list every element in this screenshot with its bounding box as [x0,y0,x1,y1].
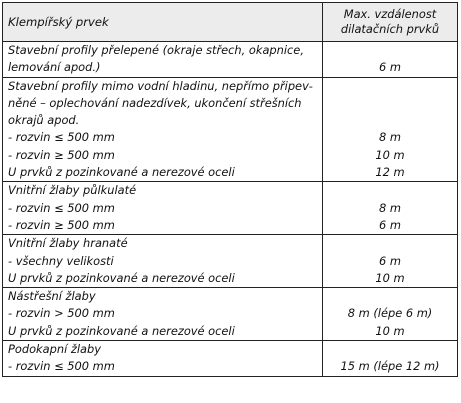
distance-cell [323,288,458,341]
row-line: U prvků z pozinkované a nerezové oceli [8,270,235,285]
column-header-distance-line1: Max. vzdálenost [343,7,437,21]
row-line: Vnitřní žlaby hranaté [8,236,128,251]
distance-line [323,235,457,252]
table-row [3,288,458,341]
distance-line: 6 m [379,253,401,268]
table-row [3,182,458,235]
distance-line [323,182,457,199]
element-cell [3,42,323,78]
row-line: - rozvin ≤ 500 mm [8,200,115,215]
row-line: - rozvin ≥ 500 mm [8,147,115,162]
table-row [3,77,458,182]
element-cell [3,288,323,341]
row-line: okrajů apod. [8,113,80,128]
distance-line: 15 m (lépe 12 m) [340,359,440,374]
table-header-row [3,3,458,42]
distance-line [323,95,457,112]
row-line: U prvků z pozinkované a nerezové oceli [8,323,235,338]
distance-cell [323,182,458,235]
element-cell [3,341,323,377]
distance-line: 6 m [379,217,401,232]
expansion-joint-table [2,2,458,377]
distance-line [323,341,457,358]
distance-line: 8 m [379,130,401,145]
row-line: Stavební profily mimo vodní hladinu, nepřímo připev- [8,78,313,93]
distance-line: 6 m [379,60,401,75]
row-line: - rozvin > 500 mm [8,306,115,321]
distance-cell [323,77,458,182]
distance-cell [323,235,458,288]
element-cell [3,77,323,182]
row-line: něné – oplechování nadezdívek, ukončení střešních [8,95,302,110]
distance-line: 8 m (lépe 6 m) [347,306,433,321]
column-header-distance [323,3,458,42]
distance-cell [323,341,458,377]
row-line: - rozvin ≤ 500 mm [8,359,115,374]
row-line: - rozvin ≤ 500 mm [8,130,115,145]
table-row [3,341,458,377]
row-line: Vnitřní žlaby půlkulaté [8,183,137,198]
distance-line [323,112,457,129]
distance-line: 10 m [375,323,405,338]
distance-line [323,42,457,59]
column-header-element: Klempířský prvek [3,3,323,42]
element-cell [3,182,323,235]
distance-line [323,288,457,305]
row-line: Podokapní žlaby [8,342,101,357]
row-line: U prvků z pozinkované a nerezové oceli [8,165,235,180]
column-header-distance-line2: dilatačních prvků [340,22,440,36]
row-line: - rozvin ≥ 500 mm [8,217,115,232]
row-line: lemování apod.) [8,60,101,75]
distance-line: 10 m [375,147,405,162]
row-line: - všechny velikosti [8,253,114,268]
distance-cell [323,42,458,78]
row-line: Nástřešní žlaby [8,289,96,304]
distance-line: 12 m [375,165,405,180]
table-row [3,235,458,288]
row-line-text: Stavební profily přelepené (okraje střech, okapnice, [8,43,304,57]
distance-line: 10 m [375,270,405,285]
row-line [8,42,317,59]
table-row [3,42,458,78]
distance-line [323,78,457,95]
distance-line: 8 m [379,200,401,215]
element-cell [3,235,323,288]
